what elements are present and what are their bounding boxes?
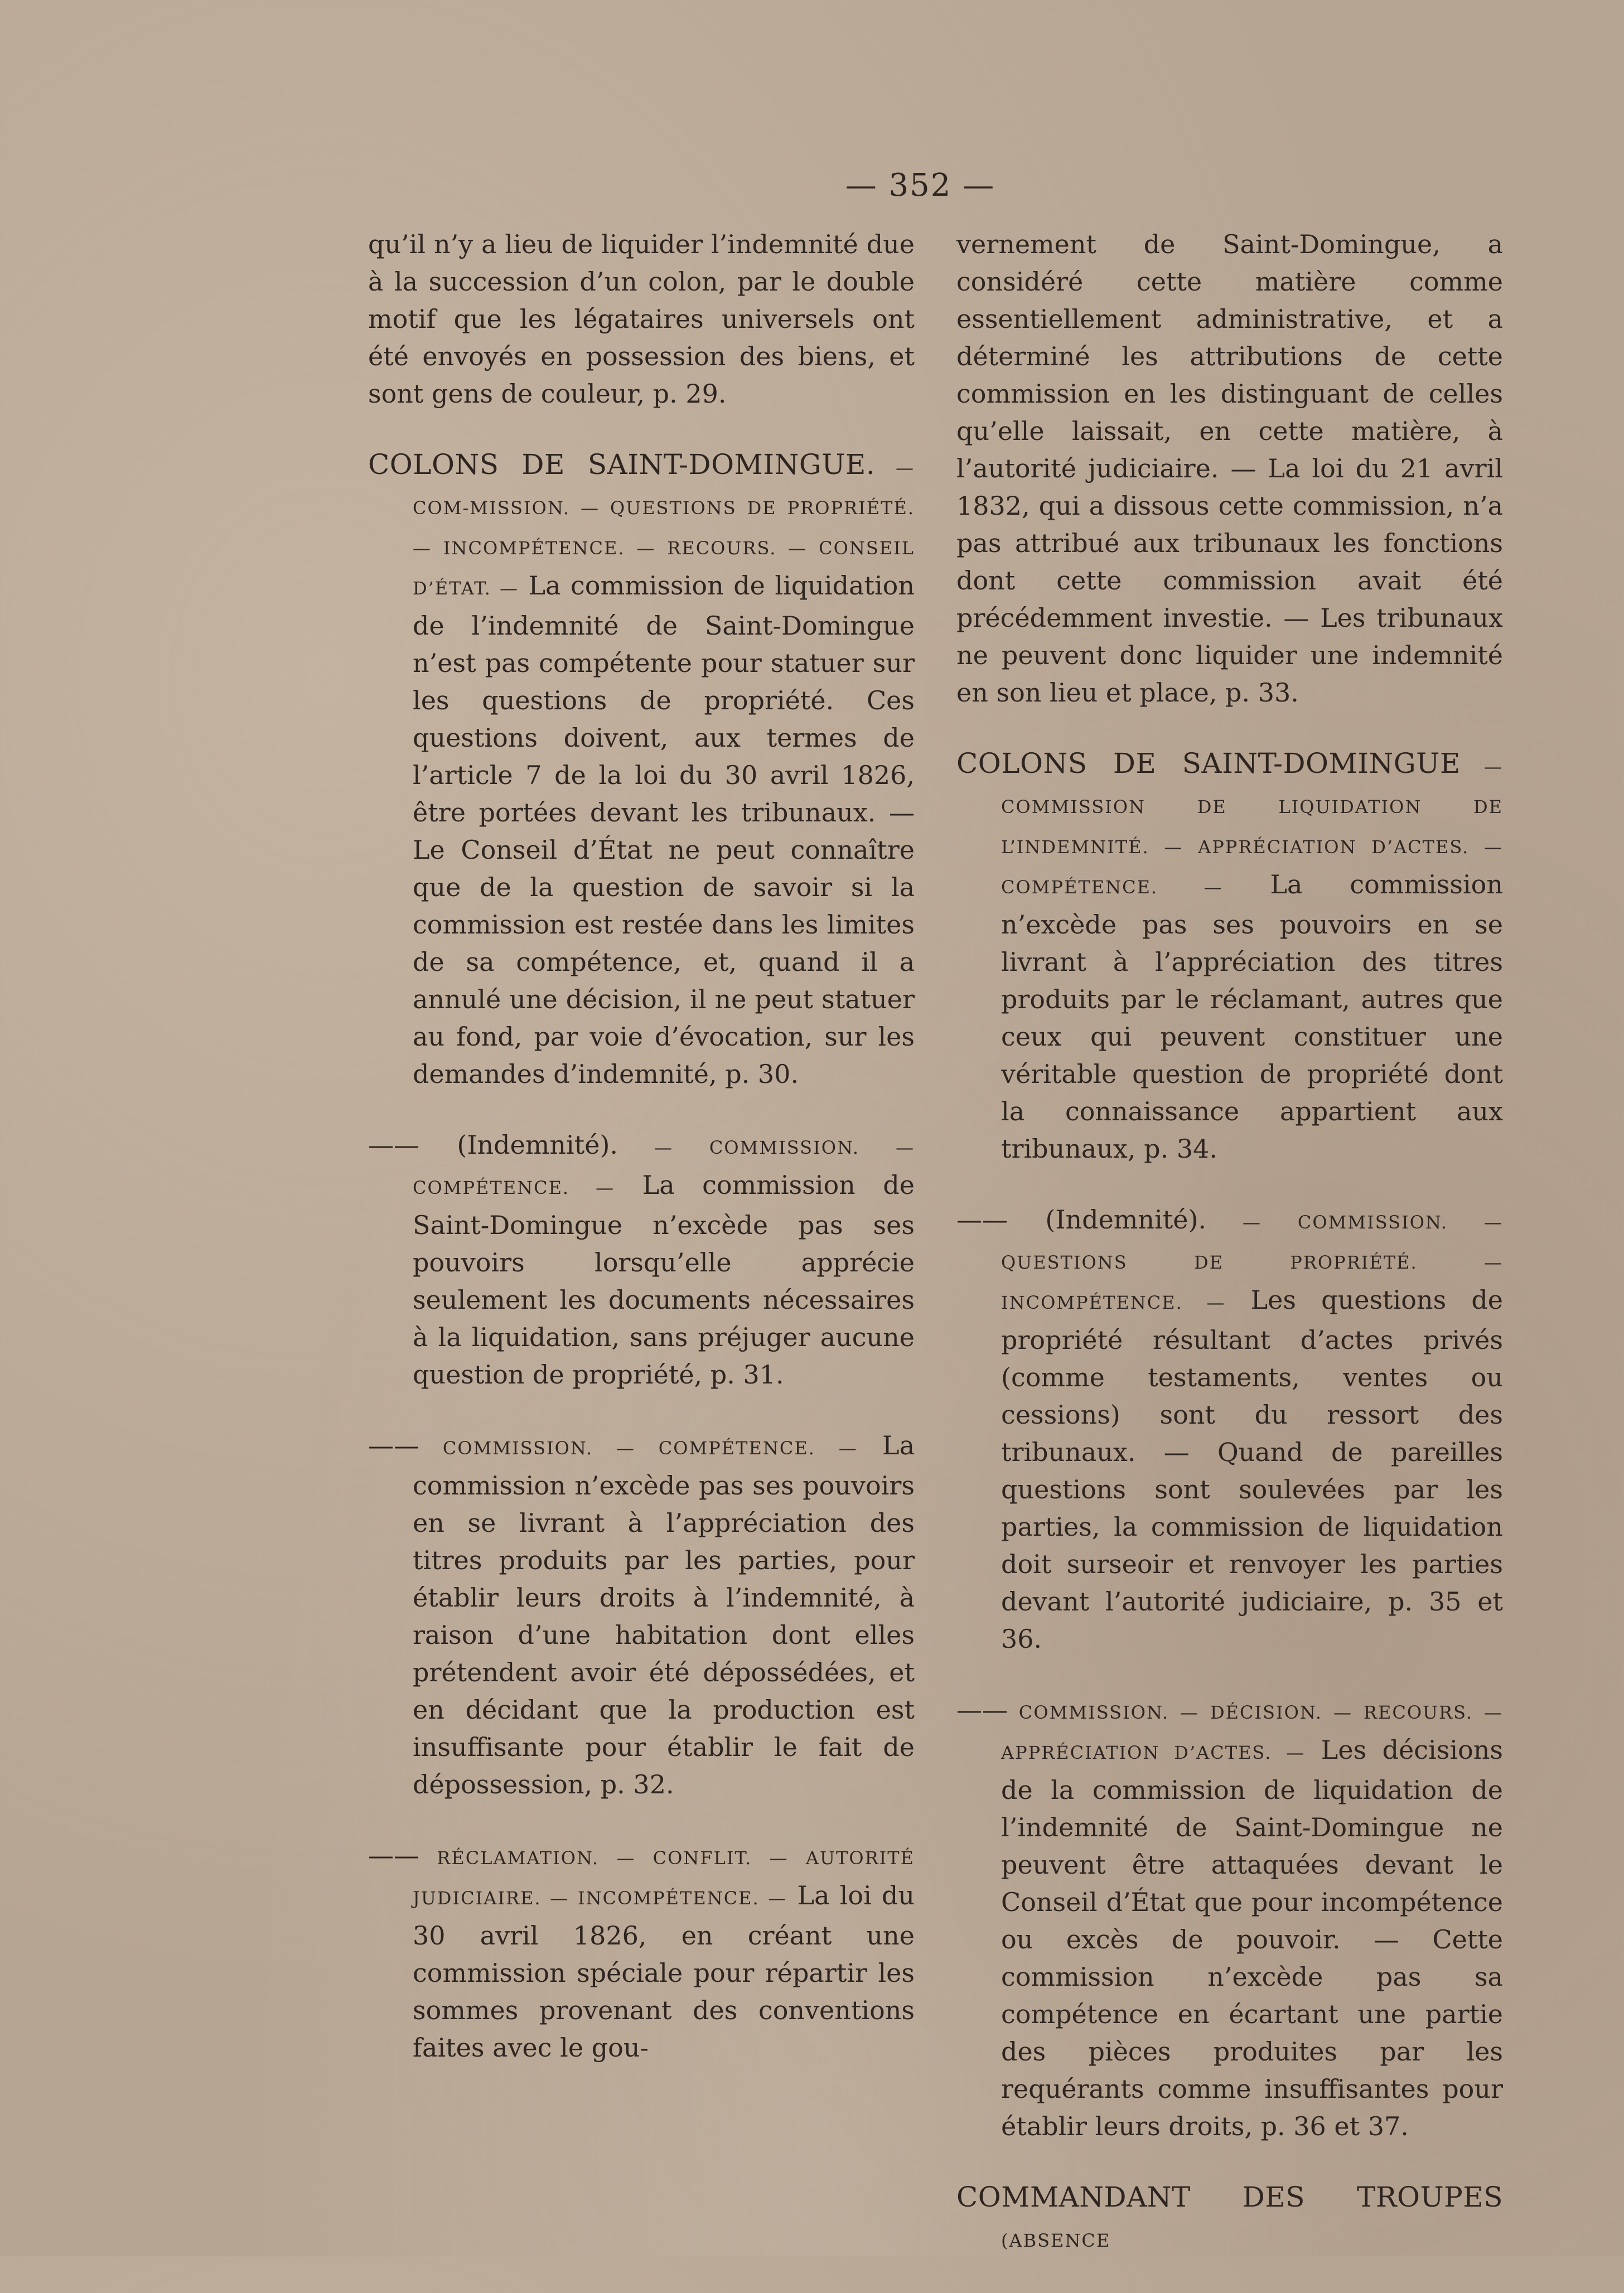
entry-text: La commission n’excède pas ses pouvoirs en se livrant à l’appréciation des titres produits par le réclamant, autres que ceux qui peuvent constituer une véritable question de propriété dont la connaissance appartient aux tribunaux, p. 34. — [1001, 869, 1504, 1164]
entry-keywords: COMMISSION. — COMPÉTENCE. — — [419, 1438, 858, 1459]
sub-entry — [368, 1837, 915, 2067]
entry-continuation — [956, 226, 1503, 712]
right-column — [956, 226, 1503, 2293]
entry-heading: COMMANDANT DES TROUPES — [956, 2181, 1503, 2213]
entry-heading: —— — [368, 1430, 419, 1460]
entry-text: Les questions de propriété résultant d’actes privés (comme testaments, ventes ou cessions) sont du ressort des tribunaux. — Quand de pareilles questions sont soulevées par les parties, la commission de liquidation doit surseoir et renvoyer les parties devant l’autorité judiciaire, p. 35 et 36. — [1001, 1285, 1504, 1654]
entry-text: La commission n’excède pas ses pouvoirs en se livrant à l’appréciation des titres produits par les parties, pour établir leurs droits à l’indemnité, à raison d’une habitation dont elles prétendent avoir été dépossédées, et en décidant que la production est insuffisante pour établir le fait de dépossession, p. 32. — [413, 1430, 915, 1799]
sub-entry — [368, 1427, 915, 1803]
entry-heading: —— — [368, 1840, 419, 1870]
entry-heading: COLONS DE SAINT-DOMINGUE. — [368, 448, 876, 481]
entry-continuation — [368, 226, 915, 413]
entry-heading: —— — [956, 1695, 1008, 1725]
entry-keywords: (ABSENCE — [1001, 2230, 1111, 2251]
sub-entry — [368, 1126, 915, 1394]
entry-text: Les décisions de la commission de liquidation de l’indemnité de Saint-Domingue ne peuvent être attaquées devant le Conseil d’État que pour incompétence ou excès de pouvoir. — Cette commission n’excède pas sa compétence en écartant une partie des pièces produites par les requérants comme insuffisantes pour établir leurs droits, p. 36 et 37. — [1001, 1735, 1504, 2141]
entry-keywords: — COMMISSION. — COMPÉTENCE. — — [413, 1137, 915, 1198]
entry-text: La commission de liquidation de l’indemnité de Saint-Domingue n’est pas compétente pour statuer sur les questions de propriété. Ces questions doivent, aux termes de l’article 7 de la loi du 30 avril 1826, être portées devant les tribunaux. — Le Conseil d’État ne peut connaître que de la question de savoir si la commission est restée dans les limites de sa compétence, et, quand il a annulé une décision, il ne peut statuer au fond, par voie d’évocation, sur les demandes d’indemnité, p. 30. — [413, 570, 915, 1089]
entry-text: qu’il n’y a lieu de liquider l’indemnité due à la succession d’un colon, par le double motif que les légataires universels ont été envoyés en possession des biens, et sont gens de couleur, p. 29. — [368, 229, 915, 409]
page-number: — 352 — — [845, 167, 995, 204]
left-column — [368, 226, 915, 2100]
entry — [956, 2179, 1503, 2260]
entry-heading: COLONS DE SAINT-DOMINGUE — [956, 747, 1461, 780]
sub-entry — [956, 1691, 1503, 2145]
entry — [368, 446, 915, 1093]
sub-entry — [956, 1201, 1503, 1658]
entry-keywords: — COMMISSION. — QUESTIONS DE PROPRIÉTÉ. — INCOMPÉTENCE. — — [1001, 1212, 1503, 1313]
entry-keywords: COMMISSION. — DÉCISION. — RECOURS. — APPRÉCIATION D’ACTES. — — [1001, 1702, 1503, 1763]
entry-heading: —— (Indemnité). — [368, 1130, 618, 1160]
entry-keywords: — COMMISSION DE LIQUIDATION DE L’INDEMNITÉ. — APPRÉCIATION D’ACTES. — COMPÉTENCE. — — [1001, 756, 1503, 898]
entry-keywords: RÉCLAMATION. — CONFLIT. — AUTORITÉ JUDICIAIRE. — INCOMPÉTENCE. — — [413, 1847, 915, 1909]
entry-text: La loi du 30 avril 1826, en créant une commission spéciale pour répartir les sommes provenant des conventions faites avec le gou- — [413, 1880, 915, 2063]
entry-keywords: — COM-MISSION. — QUESTIONS DE PROPRIÉTÉ. — INCOMPÉTENCE. — RECOURS. — CONSEIL D’ÉTAT. — — [413, 457, 915, 599]
entry — [956, 745, 1503, 1168]
entry-heading: —— (Indemnité). — [956, 1204, 1207, 1235]
entry-text: La commission de Saint-Domingue n’excède pas ses pouvoirs lorsqu’elle apprécie seulement les documents nécessaires à la liquidation, sans préjuger aucune question de propriété, p. 31. — [413, 1170, 915, 1390]
entry-text: vernement de Saint-Domingue, a considéré cette matière comme essentiellement administrative, et a déterminé les attributions de cette commission en les distinguant de celles qu’elle laissait, en cette matière, à l’autorité judiciaire. — La loi du 21 avril 1832, qui a dissous cette commission, n’a pas attribué aux tribunaux les fonctions dont cette commission avait été précédemment investie. — Les tribunaux ne peuvent donc liquider une indemnité en son lieu et place, p. 33. — [956, 229, 1503, 708]
